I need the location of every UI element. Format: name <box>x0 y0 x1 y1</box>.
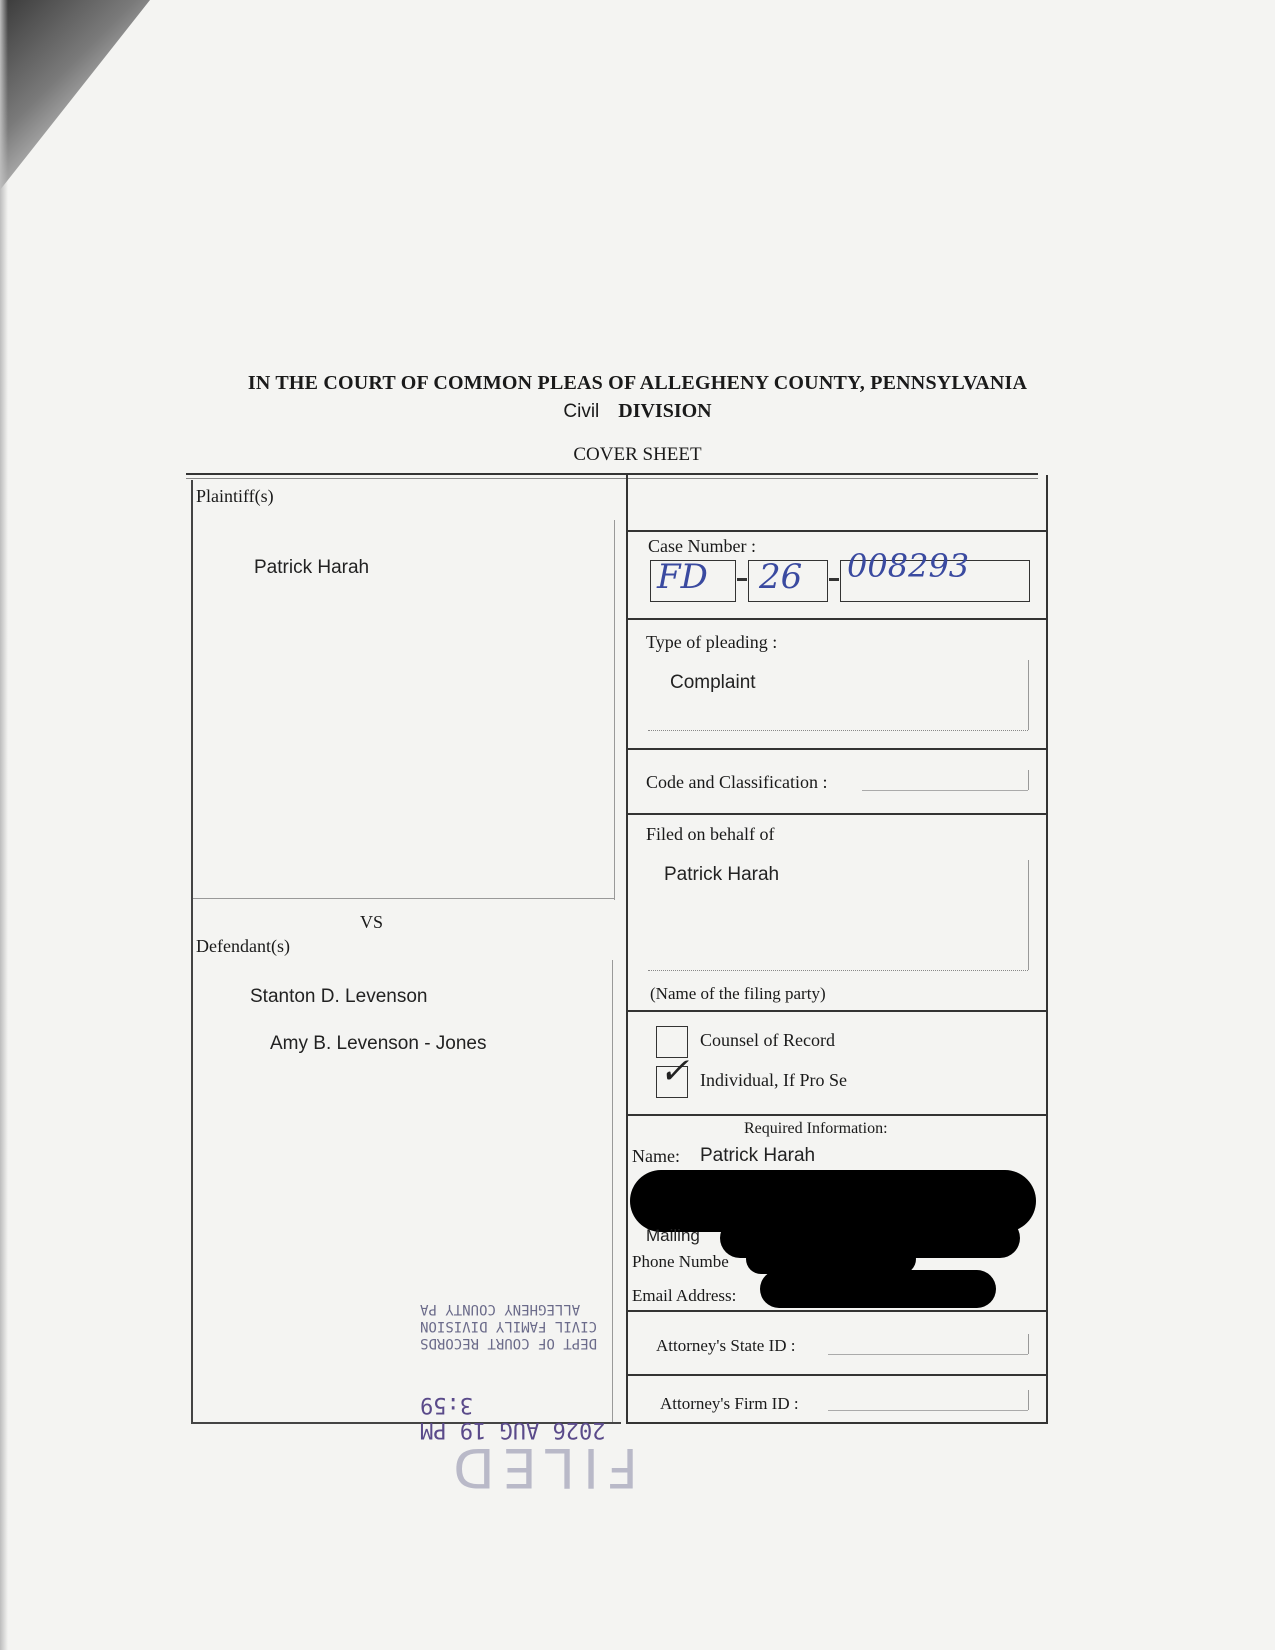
filing-party-note: (Name of the filing party) <box>650 984 826 1003</box>
page-edge-shadow <box>0 0 8 1650</box>
case-number-part-3: 008293 <box>847 547 970 585</box>
pleading-box-right <box>1028 660 1029 730</box>
email-label: Email Address: <box>632 1286 737 1305</box>
division-word: DIVISION <box>618 400 712 422</box>
code-label: Code and Classification : <box>646 772 828 792</box>
state-id-label: Attorney's State ID : <box>656 1336 796 1355</box>
top-rule-thin <box>186 478 1038 479</box>
firm-id-label: Attorney's Firm ID : <box>660 1394 799 1413</box>
filed-behalf-value: Patrick Harah <box>664 864 780 885</box>
name-value: Patrick Harah <box>700 1145 816 1166</box>
phone-label: Phone Numbe <box>632 1252 729 1271</box>
case-number-segment-3 <box>840 547 1030 602</box>
pleading-label: Type of pleading : <box>646 632 778 652</box>
filing-stamp <box>420 1300 660 1351</box>
sep-4 <box>626 813 1048 815</box>
plaintiff-name: Patrick Harah <box>254 557 370 578</box>
sep-8 <box>626 1374 1048 1376</box>
defendant-label: Defendant(s) <box>196 936 290 956</box>
case-dash-1 <box>737 578 747 581</box>
plaintiff-box-bottom <box>193 898 615 899</box>
redaction-email <box>760 1270 996 1308</box>
division-type: Civil <box>563 401 600 422</box>
case-number-part-1: FD <box>657 557 708 597</box>
pleading-value: Complaint <box>670 672 756 693</box>
checkmark-icon: ✓ <box>659 1051 690 1092</box>
case-number-label: Case Number : <box>648 536 756 556</box>
bottom-border-right <box>626 1422 1048 1424</box>
defendant-name-2: Amy B. Levenson - Jones <box>270 1033 487 1054</box>
defendant-box-inner-right <box>612 960 613 1422</box>
code-field-line <box>862 790 1028 791</box>
sep-5 <box>626 1010 1048 1012</box>
sep-2 <box>626 618 1048 620</box>
plaintiff-label: Plaintiff(s) <box>196 486 274 506</box>
left-border <box>191 480 193 1424</box>
stamp-line-2: CIVIL FAMILY DIVISION <box>420 1318 598 1334</box>
vs-label: VS <box>360 912 384 932</box>
filed-behalf-box-right <box>1028 860 1029 970</box>
firm-id-field-line <box>828 1410 1028 1411</box>
sep-3 <box>626 748 1048 750</box>
pleading-underline <box>648 730 1028 731</box>
pro-se-label: Individual, If Pro Se <box>700 1070 847 1090</box>
defendant-name-1: Stanton D. Levenson <box>250 986 428 1007</box>
cover-sheet-title: COVER SHEET <box>573 444 702 465</box>
case-number-segment-1 <box>650 557 736 602</box>
state-id-field-line <box>828 1354 1028 1355</box>
filed-behalf-label: Filed on behalf of <box>646 824 775 844</box>
counsel-label: Counsel of Record <box>700 1030 835 1050</box>
division-line <box>0 400 1275 423</box>
plaintiff-box-inner-right <box>614 520 615 900</box>
case-number-part-2: 26 <box>759 557 803 597</box>
stamp-line-1: ALLEGHENY COUNTY PA <box>420 1301 581 1317</box>
mailing-label: Mailing <box>646 1226 700 1245</box>
code-field-right <box>1028 770 1029 790</box>
state-id-field-right <box>1028 1334 1029 1354</box>
sep-7 <box>626 1310 1048 1312</box>
case-dash-2 <box>829 578 839 581</box>
firm-id-field-right <box>1028 1390 1029 1410</box>
filed-behalf-underline <box>648 970 1028 971</box>
top-rule <box>186 473 1038 475</box>
page-corner-fold <box>0 0 150 190</box>
case-number-segment-2 <box>748 557 828 602</box>
stamp-line-3: DEPT OF COURT RECORDS <box>420 1335 598 1351</box>
stamp-date: 2026 AUG 19 PM 3:59 <box>420 1392 606 1442</box>
stamp-filed: FILED <box>445 1436 638 1499</box>
sep-1 <box>626 530 1048 532</box>
pro-se-checkbox[interactable] <box>656 1051 690 1098</box>
required-info-label: Required Information: <box>744 1120 888 1137</box>
name-label: Name: <box>632 1146 680 1166</box>
sep-6 <box>626 1114 1048 1116</box>
court-title: IN THE COURT OF COMMON PLEAS OF ALLEGHENY COUNTY, PENNSYLVANIA <box>247 372 1028 394</box>
